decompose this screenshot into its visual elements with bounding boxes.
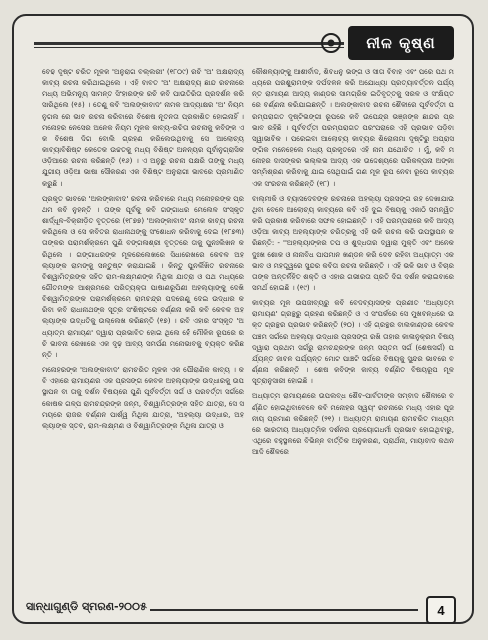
paragraph: ମନୋହରଙ୍କ 'ଅଲଙ୍କାବାଦ' ରାମଚରିତ ମୂଳକ ଏକ ପୌରାଣିକ କାବ୍ୟ । କବି ଏହାରେ ରାମାୟଣର ଏକ ପ୍ରସଙ୍ଗ କେବଳ ଅହଲ୍ୟାଙ୍କ ଉଦ୍ଧାରକୁ ଉପସ୍ଥାପନ ବା ତାକୁ ଦର୍ଶନ ବିଷୟରେ ପୁଣି ପୂର୍ବବର୍ତ୍ତୀ ସର୍ଗ ଓ ପରବର୍ତ୍ତୀ ସର୍ଗରେ କୋଷକ ଗଳ୍ପ ରାମଚନ୍ଦ୍ରଙ୍କ ଜନ୍ମ, ବିଶ୍ୱାମିତ୍ରଙ୍କ ସହିତ ଯାତ୍ରା, ସେ ସମୟରେ ରାଜର ବର୍ଣ୍ଣନ ପାର୍ଶ୍ୱ ମିଥିଳା ଯାତ୍ରା, 'ଅହଲ୍ୟା ଉଦ୍ଧାର, ଅହଲ୍ୟାଙ୍କ ସ୍ତବ, ରାମ-ଲକ୍ଷ୍ମଣ ଓ ବିଶ୍ୱାମିତ୍ରଙ୍କ ମିଥିଳା ଯାତ୍ରା ଓ <box>42 365 244 430</box>
page-header <box>34 26 454 60</box>
ornament-icon <box>320 32 342 54</box>
paragraph: ବେଢ ଦୃଷ୍ଟ ଚରିତ ମୂଳକ 'ଅନୁରାଗ ବଲ୍ଲରୀ' (୧୮୦୯) ରଚି 'ଅ' ଅକ୍ଷରାଦ୍ୟ କାବ୍ୟ ରଚନା କରିଥାଇଥିଲେ । ଏହି ବାବତ 'ଅ' ଅକ୍ଷରାଦ୍ୟ ଛାନ୍ଦ ରଚନାରେ ମଧ୍ୟ ଅଭିମନ୍ୟୁ ସାମନ୍ତ ସିଂହାରଙ୍କ ରଚି କବି ପାଉତିରିତା ପ୍ରଦର୍ଶନ କରି ସାରିଥିଲେ (୧୫) । ତେଣୁ କବି 'ଅଲଙ୍କାବାଦ' ନାମକ ଆଦ୍ୟାକ୍ଷର 'ଅ' ନିୟମ ନୁଗଲ ରେ ଭାବ ରଚନା କରିବାରେ ବିଶେଷ ନୂତନତା ପ୍ରକାଶିତ ହୋଇନାହିଁ । ମନୋହର ନେସେର ଅନେକ ନିୟମ ମୂଳକ କାବ୍ୟ-ରଚିତା ରଚନାକୁ କବିଙ୍କ ଏକ ବିଶେଷ ଦିଗ ବୋଲି ଗ୍ରହଣ କରିଲେଉଥିବାକୁ ସେ ଆଲୋଚ୍ୟ କାବ୍ୟାବିଶିଷ୍ଟ କେତେକ ଉଚ୍ଚତକୁ ମଧ୍ୟ ବିଶିଷ୍ଟ ଅନନ୍ୟର ପୂର୍ବାନୁଗ୍ରାସିକ ଓଡ଼ିଆରେ ରଚନା କରିଛନ୍ତି (୧୬) । ଏ ଅନୁରୁ ରଚନା ପକ୍ଷରି ତାଙ୍କୁ ମଧ୍ୟଯୁଗୀୟ ଓଡ଼ିଆ ଭାଷା ସୌକରଣ ଏକ ବିଶିଷ୍ଟ ଅନୁରାଗୀ ଭାବରେ ପ୍ରମାଣିତ କରୁଛି । <box>42 67 244 188</box>
paragraph: କାବ୍ୟର ମୂଳ ଉପଜୀବ୍ୟରୁ କବି ବେଦବ୍ୟାସଙ୍କ ପ୍ରଣୀତ 'ଅଧ୍ୟାତ୍ମ ରାମାୟଣ' ଗ୍ରନ୍ଥରୁ ଗ୍ରହଣ କରିଛନ୍ତି ଓ ଏ ସଂପର୍କରେ ସେ ମୁଖବନ୍ଧରେ ଉକ୍ତ ଗ୍ରନ୍ଥର ପ୍ରଭାବ କରିଛନ୍ତି (୨୦) । ଏହି ଗ୍ରନ୍ଥର ବାଲକାଣ୍ଡର କେବଳ ପଞ୍ଚମ ସର୍ଗରେ ଅହଲ୍ୟା ଉଦ୍ଧାର ପ୍ରସଙ୍ଗ ରଖି ତାହାର କାଳାନୁକ୍ରମ ବିଷୟ ଦ୍ୱାରା ପ୍ରଥମ ସର୍ଗରୁ ରାମଚନ୍ଦ୍ରଙ୍କ ଜନ୍ମ ସପ୍ତମ ସର୍ଗ (ଶେଷସର୍ଗ) ପର୍ଯ୍ୟନ୍ତ ଜାବନ ପର୍ଯ୍ୟନ୍ତ ମୋଟ ପାଞ୍ଚଟି ସର୍ଗରେ ବିଷୟକୁ ସୁନ୍ଦର ଭାବରେ ବର୍ଣ୍ଣନା କରିଛନ୍ତି । ଶେଷ କବିଙ୍କ କାବ୍ୟ ବର୍ଣ୍ଣିତ ବିଷୟରୂପ ମୂଳ ସୂତ୍ରାନୁସାରୀ ହୋଇଛି । <box>252 298 454 386</box>
paragraph: କୌଶଳ୍ୟାଙ୍କୁ ଆଶୀର୍ବାଦ, ଶିବଧନୁ ଭଙ୍ଗ ଓ ସୀତା ବିବାହ ଏବଂ ପରେ ପଥ ମଧ୍ୟରେ ପରଶୁରାମଙ୍କ ଦର୍ପଦଳନ କରି ଅଯୋଧ୍ୟା ପ୍ରତ୍ୟାବର୍ତ୍ତନ ପର୍ଯ୍ୟନ୍ତ ରାମାୟଣ ଆଦ୍ୟ କାଣ୍ଡର ସାମଗ୍ରିକ ଇତିବୃତ୍ତକୁ ସରଳ ଓ ସଂକ୍ଷିପ୍ତରେ ବର୍ଣ୍ଣନା କରିଯାଇଛନ୍ତି । ଅଲଙ୍କାବାଦ ରଚନା ଶୈଳୀରେ ପୂର୍ବବର୍ତ୍ତୀ ପରମ୍ପରାଗତ ଦୃଷ୍ଟିଭଙ୍ଗୀ ରୂପରେ କବି ଉପେନ୍ଦ୍ର ଭଞ୍ଜଙ୍କ ଛାନ୍ଦର ପ୍ରଭାବ ରହିଛି । ପୂର୍ବବର୍ତ୍ତୀ ପରମ୍ପରାଗତ ପରଂପରାରେ ଏହି ପ୍ରଭାବ ପଡ଼ିବା ସ୍ୱାଭାବିକ । ପରେଇବା ଆଲୋଚ୍ୟ କାବ୍ୟର ଶିରୋନାମା ଦୃଷ୍ଟିରୁ ଅପ୍ରାସଙ୍ଗିକ ମନେହେଲେ ମଧ୍ୟ ପ୍ରକୃତରେ ଏହି ନାମ ଯଥୋଚିତ । ମୁଁ, କବି ମନୋହର ଦାସଙ୍କର ଭଲ୍ଲଭ ଆଦ୍ୟ ଏକ ଉଦ୍ଦେଶ୍ୟରେ ପରିକଳ୍ପନା ଅଙ୍କା ସମ୍ମିଶ୍ରଣ କରିବାକୁ ଯାଇ ସେଥିପାଇଁ ଗଣ ମୂଳ ରୂପ ନେବା ରୂପେ କାବ୍ୟର ଏକ ସଂରଚନା କରିଛନ୍ତି (୧୮) । <box>252 67 454 188</box>
page-number: 4 <box>426 596 456 624</box>
paragraph: ଅଧ୍ୟାତ୍ମ ରାମାୟଣରେ ଉପଲବ୍ଧ ଶୈବ-ପାର୍ବତୀଙ୍କ ସମ୍ବାଦ ଶୈଳୀରେ ବର୍ଣ୍ଣିତ ହୋଇଥିବାବେଳେ କବି ମନୋହର ସ୍ୱୟଂ ରଚନାରେ ମଧ୍ୟ ଏହାର ପୂଜନୀୟ ପ୍ରମାଣ କରିଛନ୍ତି (୨୧) । ଅଧ୍ୟାତ୍ମ ରାମାୟଣ ରାମଚରିତ ମାଧ୍ୟମରେ ଭାରତୀୟ ଆଧ୍ୟାତ୍ମିକ ଦର୍ଶନର ପ୍ରୟୋଗଧର୍ମୀ ପ୍ରଭାବ ହୋଇଥିବାରୁ, ଏଥିରେ ବହୁସ୍ଥଳରେ ବିଭିନ୍ନ ବାର୍ତ୍ତିକ ଅନୁକରଣ, ପ୍ରାର୍ଥନା, ମାୟାବାଦ କଥନ ଆଦି ଶୈଳରେ <box>252 391 454 457</box>
footer-rule <box>150 609 418 611</box>
section-title: ନୀଳ କୃଷ୍ଣ <box>348 26 454 60</box>
header-rule-thin <box>34 47 344 48</box>
text-column-right <box>252 66 454 588</box>
paragraph: ବାଲ୍ମୀକି ଓ ବ୍ୟାସଦେବଙ୍କ ରଚନାରେ ଅହଲ୍ୟା ପ୍ରସଙ୍ଗ ରହ ଦେଖାଯାଉଥିବା ବେଳେ ଆଲୋଚ୍ୟ କାବ୍ୟରେ କବି ଏହି ଦୁଇ ବିଷୟକୁ ଏକାଠି ସମନ୍ୱିତ କରି ପ୍ରକାଶ କରିବାରେ ସଫଳ ହୋଇଛନ୍ତି । ଏହି ପରମ୍ପରାରେ କବି ଆଦ୍ୟ ଓଡ଼ିଆ କାବ୍ୟ ଅହଲ୍ୟାଙ୍କ ଚରିତ୍ରକୁ ଏହି ଭଳି ରଚନା କରି ଉପସ୍ଥାପନ କରିଛନ୍ତି: - ''ଅହଲ୍ୟାଙ୍କର ତପ ଓ ଶୁଦ୍ଧତାର ଦ୍ୱାରା ମୁକ୍ତି ଏବଂ ଅନେକ ଦୁଃଖ ଶୋକ ଓ ନାନାବିଧ ପାପମାନ ଖଣ୍ଡନ କରି ଦେବ ରହିବା ଅଧ୍ୟାତ୍ମ ଏକ ଭାବ ଓ ମହତ୍ତ୍ୱରେ ସୁନ୍ଦର କବିତା ରଚନା କରିଛନ୍ତି । ଏହି ଭଳି ଭାବ ଓ ବିଚାର ତାଙ୍କ ଅନ୍ତର୍ନିହିତ ଶକ୍ତି ଓ ଏହାର ଗଭୀରତା ପ୍ରତି ଦିଗ ଦର୍ଶନ କରାଇବାରେ ସମର୍ଥ ହୋଇଛି । (୧୯) । <box>252 193 454 292</box>
paragraph: ପ୍ରକୃତ ଭାବରେ 'ଅଲଙ୍କାବାଦ' ରଚନା କରିବାରେ ମଧ୍ୟ ମନୋହରଙ୍କ ପ୍ରଥମ କବି ନୁହନ୍ତି । ତାଙ୍କ ପୂର୍ବକୁ କବି ଗଙ୍ଗାଧର ମେଲେଳ ସଂସ୍କୃତ ଶାର୍ଦ୍ଧୂଳ-ବିକ୍ରୀଡ଼ିତ ବୃତ୍ତରେ (୧୮୭୭) 'ଅଲଙ୍କାବାଦ' ନାମକ କାବ୍ୟ ରଚନା କରିଥିଲେ ଓ ସେ କବିତର ରାଧାନାଥଙ୍କୁ ସଂଶୋଧନ କରିବାକୁ ଦେଇ (୧୮୭୩) ତାଙ୍କର ପରାମର୍ଶକ୍ରମେ ପୁଣି ବଙ୍ଗଳାଶ୍ରୀ ବୃତ୍ତରେ ତାକୁ ପୁନଃଲିଖନ କରିଥିଲେ । ଗଙ୍ଗାଧରଙ୍କ ମୂଳରେଲେଖରେ ସିଧାରେଖରେ କେବଳ ଅହଲ୍ୟାଙ୍କ ରାମଙ୍କୁ ସନ୍ତୁଷ୍ଟ କରାଯାଇଛି । କିନ୍ତୁ ପୁନର୍ଲିଖିତ ରଚନାରେ ବିଶ୍ୱାମିତ୍ରଙ୍କ ସହିତ ରାମ-ଲକ୍ଷ୍ମଣଙ୍କ ମିଥିଳା ଯାତ୍ରା ଓ ପଥ ମଧ୍ୟରେ ଗୌତମଙ୍କ ଆଶ୍ରମରେ ପରିତ୍ୟକ୍ତା ପାଷାଣରୂପିଣୀ ଅହଲ୍ୟାଙ୍କୁ ଦେଖି ବିଶ୍ୱାମିତ୍ରଙ୍କ ପରାମର୍ଶକ୍ରମେ ରାମଚନ୍ଦ୍ର ପଦରେଣୁ ଦେଇ ଉଦ୍ଧାର କରିବା କବି ରାଧାନାଥଙ୍କ ସୂତ୍ର ସଂଶିଷ୍ଟରେ ବର୍ଣ୍ଣନା କରି କବି କେବଳ ଅହଲ୍ୟାଙ୍କ ଉଦ୍ଧତିକୁ ଉଲ୍ଲେଖ କରିଛନ୍ତି (୧୭) । ରବି ଏହାର ସଂସ୍କୃତ 'ଅଧ୍ୟାତ୍ମ ରାମାୟଣ' ଦ୍ୱାରା ପ୍ରଭାବିତ ହୋଇ ଥିଲେ ହେଁ ମୌଳିକ ରୂପରେ ରଚି ଭାବନା ରେଖାରେ ଏକ ଦୃଢ଼ ଆବ୍ୟ ସମର୍ପଣ ମନୋଭାବକୁ ବ୍ୟକ୍ତ କରିଛନ୍ତି । <box>42 193 244 359</box>
header-rule <box>34 42 344 45</box>
page-footer <box>20 598 464 620</box>
publication-title: ସାନ୍ଧାଗୁଣ୍ଡି ସ୍ମରଣ-୨୦୦୫ <box>26 600 147 613</box>
text-column-left <box>42 66 244 588</box>
